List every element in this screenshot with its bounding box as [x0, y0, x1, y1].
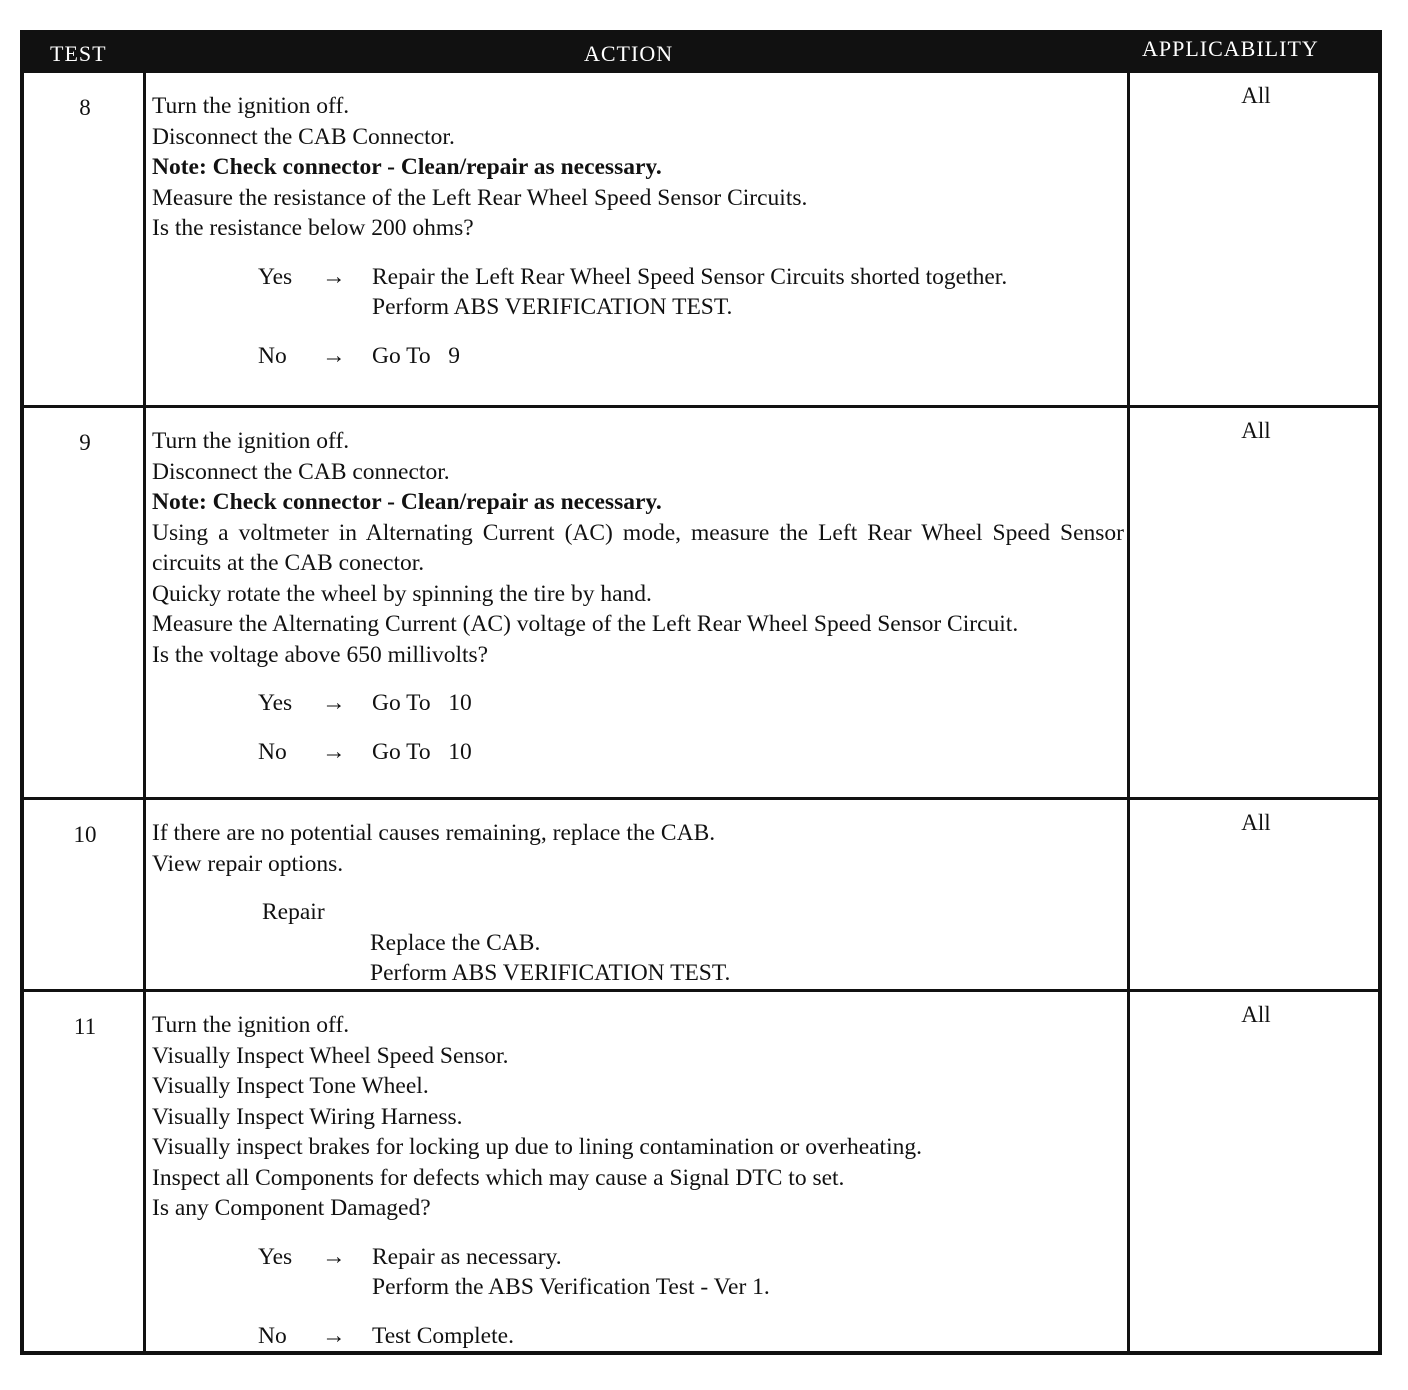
no-label: No [258, 738, 287, 765]
yes-branch [152, 262, 1124, 323]
table-row-test-11 [24, 989, 1378, 1351]
header-action: ACTION [584, 41, 674, 66]
no-result-line: Go To 9 [372, 342, 461, 369]
action-line: Turn the ignition off. [152, 93, 350, 119]
table-row-test-10 [24, 797, 1378, 989]
yes-label: Yes [258, 263, 293, 290]
yes-result-line: Perform the ABS Verification Test - Ver 1. [372, 1274, 770, 1300]
no-branch [152, 737, 1124, 768]
action-line: Turn the ignition off. [152, 1012, 350, 1038]
question-line: Is the resistance below 200 ohms? [152, 215, 474, 241]
action-line: Disconnect the CAB connector. [152, 458, 450, 485]
action-cell [152, 818, 1124, 989]
no-result-line: Go To 10 [372, 738, 472, 765]
action-line: View repair options. [152, 850, 344, 877]
no-result-line: Test Complete. [372, 1322, 514, 1349]
yes-result-line: Perform ABS VERIFICATION TEST. [372, 294, 733, 320]
no-label: No [258, 342, 287, 369]
yes-branch [152, 688, 1124, 719]
action-line: Disconnect the CAB Connector. [152, 123, 455, 150]
arrow-icon: → [322, 263, 346, 290]
test-number: 11 [73, 1014, 97, 1039]
header-test: TEST [50, 41, 107, 66]
question-line: Is any Component Damaged? [152, 1195, 431, 1221]
no-branch [152, 1321, 1124, 1352]
note-line: Note: Check connector - Clean/repair as necessary. [152, 154, 662, 180]
arrow-icon: → [322, 1322, 346, 1349]
repair-label: Repair [262, 899, 325, 925]
applicability-cell: All [1241, 1002, 1271, 1027]
applicability-cell: All [1241, 83, 1271, 108]
yes-result-line: Go To 10 [372, 690, 472, 716]
action-cell [152, 1010, 1124, 1351]
header-applicability: APPLICABILITY [1142, 36, 1319, 61]
action-line: Measure the Alternating Current (AC) voltage of the Left Rear Wheel Speed Sensor Circuit. [152, 611, 1019, 637]
arrow-icon: → [322, 1243, 346, 1270]
yes-label: Yes [258, 1243, 293, 1270]
action-line: Turn the ignition off. [152, 428, 350, 454]
action-cell [152, 91, 1124, 371]
arrow-icon: → [322, 342, 346, 369]
action-line: Visually Inspect Wiring Harness. [152, 1103, 463, 1130]
repair-line: Perform ABS VERIFICATION TEST. [370, 960, 731, 986]
action-line: Measure the resistance of the Left Rear Wheel Speed Sensor Circuits. [152, 184, 808, 211]
yes-result-line: Repair the Left Rear Wheel Speed Sensor Circuits shorted together. [372, 263, 1008, 290]
no-branch [152, 341, 1124, 372]
arrow-icon: → [322, 738, 346, 765]
test-number: 8 [79, 95, 91, 120]
question-line: Is the voltage above 650 millivolts? [152, 641, 489, 668]
no-label: No [258, 1322, 287, 1349]
action-line: Visually inspect brakes for locking up due to lining contamination or overheating. [152, 1134, 922, 1160]
action-line: Inspect all Components for defects which may cause a Signal DTC to set. [152, 1164, 845, 1191]
table-row-test-9 [24, 405, 1378, 797]
diagnostic-test-table [20, 30, 1382, 1355]
action-line: Visually Inspect Wheel Speed Sensor. [152, 1042, 509, 1069]
yes-label: Yes [258, 690, 293, 716]
table-header [24, 34, 1378, 72]
action-line: Quicky rotate the wheel by spinning the tire by hand. [152, 580, 652, 607]
applicability-cell: All [1241, 810, 1271, 835]
note-line: Note: Check connector - Clean/repair as necessary. [152, 489, 662, 515]
action-cell [152, 426, 1124, 767]
repair-line: Replace the CAB. [370, 929, 541, 956]
applicability-cell: All [1241, 418, 1271, 443]
arrow-icon: → [322, 690, 346, 716]
table-row-test-8 [24, 70, 1378, 405]
action-line: Visually Inspect Tone Wheel. [152, 1073, 429, 1099]
test-number: 9 [79, 430, 91, 455]
action-line: If there are no potential causes remaining, replace the CAB. [152, 820, 716, 846]
test-number: 10 [73, 822, 97, 847]
yes-branch [152, 1242, 1124, 1303]
yes-result-line: Repair as necessary. [372, 1243, 562, 1270]
action-line: Using a voltmeter in Alternating Current (AC) mode, measure the Left Rear Wheel Speed Sensor circuits at the CAB conector. [152, 519, 1124, 576]
